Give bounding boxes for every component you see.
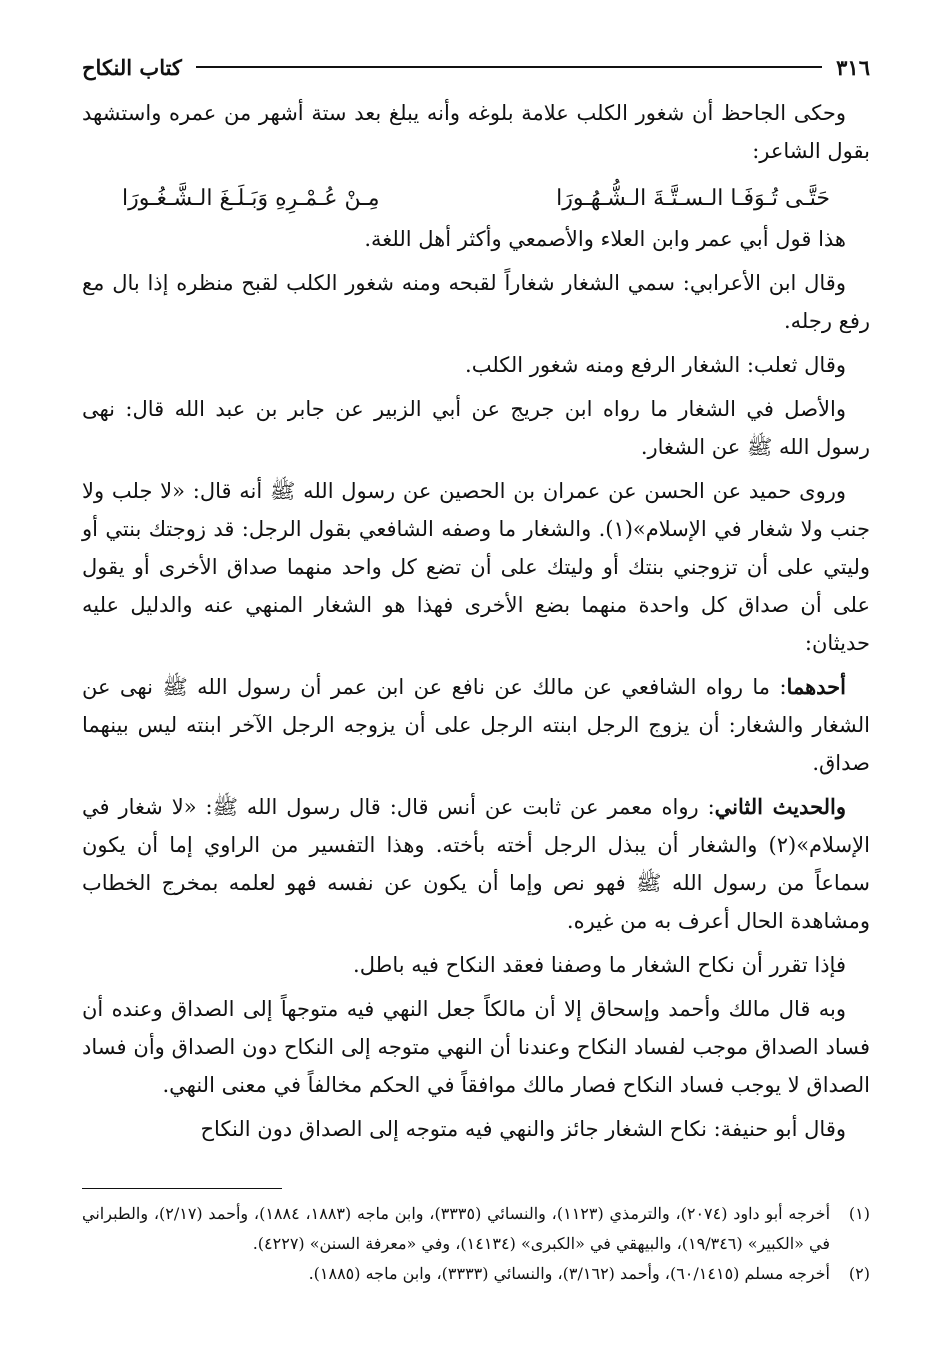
paragraph-lead: والحديث الثاني bbox=[714, 794, 846, 819]
footnote bbox=[82, 1199, 870, 1259]
page-number: ٣١٦ bbox=[836, 54, 870, 80]
footnote-number: (١) bbox=[848, 1204, 870, 1223]
paragraph-lead: أحدهما bbox=[786, 674, 846, 699]
paragraph: والأصل في الشغار ما رواه ابن جريج عن أبي الزبير عن جابر بن عبد الله قال: نهى رسول الله ﷺ عن الشغار. bbox=[82, 397, 870, 459]
paragraph: وقال أبو حنيفة: نكاح الشغار جائز والنهي فيه متوجه إلى الصداق دون النكاح bbox=[200, 1117, 846, 1141]
footnote-text: أخرجه مسلم (٦٠/١٤١٥)، وأحمد (٣/١٦٢)، والنسائي (٣٣٣٣)، وابن ماجه (١٨٨٥). bbox=[308, 1264, 830, 1283]
running-title: كتاب النكاح bbox=[82, 54, 182, 80]
paragraph: فإذا تقرر أن نكاح الشغار ما وصفنا فعقد النكاح فيه باطل. bbox=[353, 953, 846, 977]
footnote-rule bbox=[82, 1188, 282, 1189]
paragraph: وبه قال مالك وأحمد وإسحاق إلا أن مالكاً جعل النهي فيه متوجهاً إلى الصداق وعنده أن فساد الصداق موجب لفساد النكاح وعندنا أن النهي متوجه إلى النكاح دون الصداق وأن فساد الصداق لا يوجب فساد النكاح فصار مالك موافقاً في الحكم مخالفاً في معنى النهي. bbox=[82, 997, 870, 1097]
verse-hemistich-right: حَتَّـى تُـوَفَـا الـسـتَّـةَ الـشُّـهُـورَا bbox=[556, 186, 830, 211]
header-rule bbox=[196, 66, 822, 68]
footnote bbox=[82, 1259, 870, 1289]
paragraph bbox=[82, 788, 870, 940]
paragraph: هذا قول أبي عمر وابن العلاء والأصمعي وأكثر أهل اللغة. bbox=[364, 227, 846, 251]
verse-hemistich-left: مِـنْ عُـمْـرِهِ وَبَـلَـغَ الـشَّـغُـورَا bbox=[122, 186, 380, 211]
paragraph: وروى حميد عن الحسن عن عمران بن الحصين عن رسول الله ﷺ أنه قال: «لا جلب ولا جنب ولا شغار في الإسلام»(١). والشغار ما وصفه الشافعي بقول الرجل: قد زوجتك بنتي أو وليتي على أن تزوجني بنتك أو وليتك على أن تضع كل واحد منهما صداق الأخرى أو يقول على أن صداق كل واحدة منهما بضع الأخرى فهذا هو الشغار المنهي عنه والدليل عليه حديثان: bbox=[82, 479, 870, 655]
page-header bbox=[82, 50, 870, 84]
paragraph-text: : ما رواه الشافعي عن مالك عن نافع عن ابن عمر أن رسول الله ﷺ نهى عن الشغار والشغار: أن يزوج الرجل ابنته الرجل على أن يزوجه الرجل الآخر ابنته ليس بينهما صداق. bbox=[82, 675, 870, 775]
paragraph-text: : رواه معمر عن ثابت عن أنس قال: قال رسول الله ﷺ: «لا شغار في الإسلام»(٢) والشغار أن يبذل الرجل أخته بأخته. وهذا التفسير من الراوي إما أن يكون سماعاً من رسول الله ﷺ فهو نص وإما أن يكون عن نفسه فهو لعلمه بمخرج الخطاب ومشاهدة الحال أعرف به من غيره. bbox=[82, 795, 870, 933]
body-text bbox=[82, 94, 870, 1148]
poem-verse bbox=[82, 176, 870, 220]
footnotes bbox=[82, 1188, 870, 1289]
footnote-text: أخرجه أبو داود (٢٠٧٤)، والترمذي (١١٢٣)، والنسائي (٣٣٣٥)، وابن ماجه (١٨٨٣، ١٨٨٤)، وأحمد (٢/١٧)، والطبراني في «الكبير» (١٩/٣٤٦)، والبيهقي في «الكبرى» (١٤١٣٤)، وفي «معرفة السنن» (٤٢٢٧). bbox=[82, 1204, 831, 1253]
paragraph bbox=[82, 668, 870, 782]
footnote-number: (٢) bbox=[848, 1264, 870, 1283]
paragraph: وقال ابن الأعرابي: سمي الشغار شغاراً لقبحه ومنه شغور الكلب لقبح منظره إذا بال مع رفع رجله. bbox=[82, 271, 870, 333]
paragraph: وحكى الجاحظ أن شغور الكلب علامة بلوغه وأنه يبلغ بعد ستة أشهر من عمره واستشهد بقول الشاعر: bbox=[82, 101, 870, 163]
paragraph: وقال ثعلب: الشغار الرفع ومنه شغور الكلب. bbox=[465, 353, 846, 377]
